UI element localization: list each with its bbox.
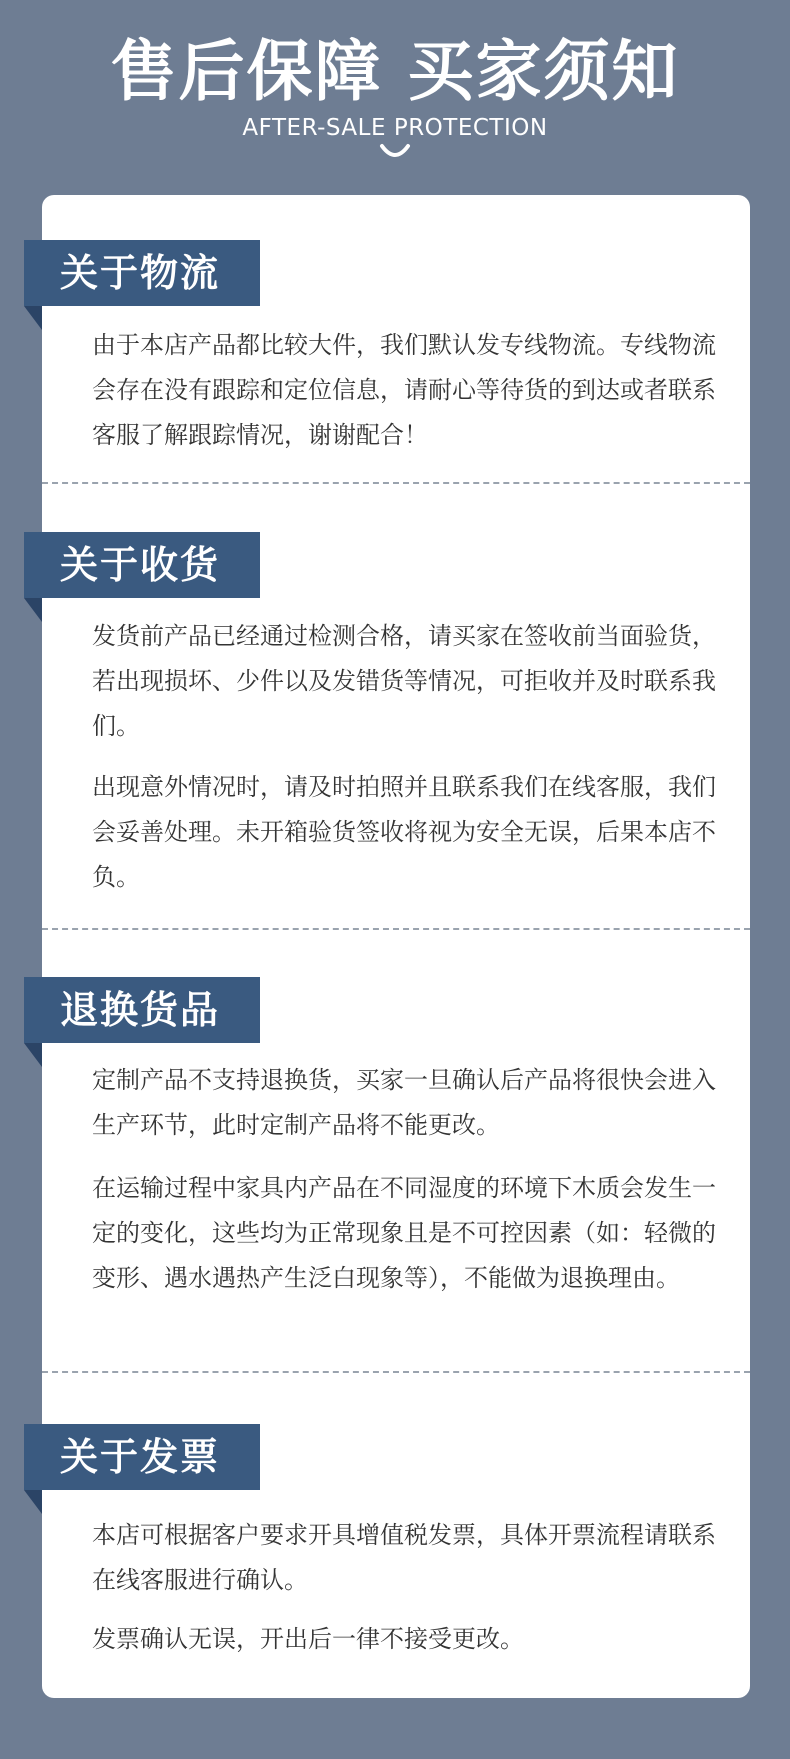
section-paragraph: 定制产品不支持退换货，买家一旦确认后产品将很快会进入生产环节，此时定制产品将不能更改。 (92, 1066, 716, 1139)
section-paragraph: 由于本店产品都比较大件，我们默认发专线物流。专线物流会存在没有跟踪和定位信息，请耐心等待货的到达或者联系客服了解跟踪情况，谢谢配合！ (92, 331, 716, 449)
section-title-tag: 退换货品 (24, 977, 260, 1043)
dashed-divider (42, 482, 750, 484)
tag-fold (24, 1043, 42, 1067)
section-title-tag: 关于物流 (24, 240, 260, 306)
smile-arc-icon (378, 140, 412, 164)
section-paragraph: 发货前产品已经通过检测合格，请买家在签收前当面验货，若出现损坏、少件以及发错货等情况，可拒收并及时联系我们。 (92, 622, 716, 740)
tag-fold (24, 1490, 42, 1514)
tag-fold (24, 306, 42, 330)
dashed-divider (42, 1371, 750, 1373)
dashed-divider (42, 928, 750, 930)
section-paragraph: 本店可根据客户要求开具增值税发票，具体开票流程请联系在线客服进行确认。 (92, 1521, 716, 1594)
page-header (0, 0, 790, 180)
section-paragraph: 在运输过程中家具内产品在不同湿度的环境下木质会发生一定的变化，这些均为正常现象且是不可控因素（如：轻微的变形、遇水遇热产生泛白现象等），不能做为退换理由。 (92, 1174, 716, 1292)
section-paragraph: 发票确认无误，开出后一律不接受更改。 (92, 1625, 524, 1653)
section-title-tag: 关于发票 (24, 1424, 260, 1490)
tag-fold (24, 598, 42, 622)
page-title: 售后保障 买家须知 (110, 33, 680, 110)
section-title-tag: 关于收货 (24, 532, 260, 598)
page-subtitle: AFTER-SALE PROTECTION (242, 115, 548, 141)
section-paragraph: 出现意外情况时，请及时拍照并且联系我们在线客服，我们会妥善处理。未开箱验货签收将视为安全无误，后果本店不负。 (92, 773, 716, 891)
